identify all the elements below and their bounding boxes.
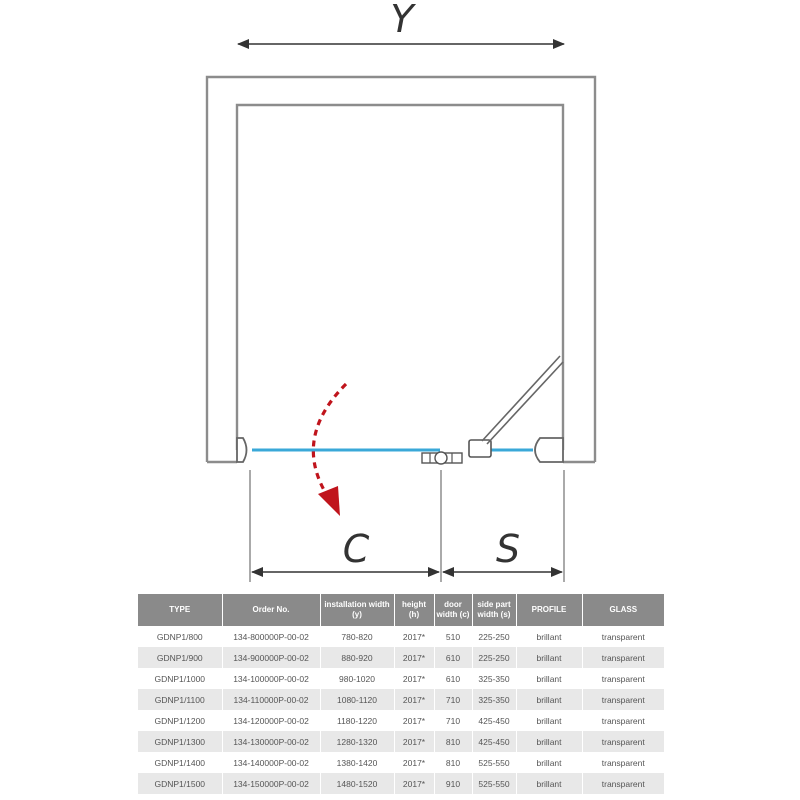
header-side-part-width: side part width (s) — [472, 594, 516, 626]
cell-installation-width: 1280-1320 — [320, 731, 394, 752]
header-profile: PROFILE — [516, 594, 582, 626]
cell-order-no: 134-800000P-00-02 — [222, 626, 320, 647]
table-row — [138, 752, 664, 773]
cell-height: 2017* — [394, 752, 434, 773]
table-row — [138, 647, 664, 668]
cell-type: GDNP1/1400 — [138, 752, 222, 773]
cell-order-no: 134-900000P-00-02 — [222, 647, 320, 668]
cell-profile: brillant — [516, 731, 582, 752]
dimension-s-label: S — [495, 527, 521, 571]
cell-glass: transparent — [582, 731, 664, 752]
cell-order-no: 134-130000P-00-02 — [222, 731, 320, 752]
cell-type: GDNP1/1500 — [138, 773, 222, 794]
cell-order-no: 134-110000P-00-02 — [222, 689, 320, 710]
cell-door-width: 710 — [434, 689, 472, 710]
inner-wall — [237, 105, 563, 450]
cell-type: GDNP1/1100 — [138, 689, 222, 710]
cell-installation-width: 1180-1220 — [320, 710, 394, 731]
cell-profile: brillant — [516, 689, 582, 710]
cell-glass: transparent — [582, 773, 664, 794]
header-height: height (h) — [394, 594, 434, 626]
right-wall-profile — [535, 438, 563, 462]
cell-installation-width: 880-920 — [320, 647, 394, 668]
cell-profile: brillant — [516, 626, 582, 647]
dimension-s — [443, 527, 562, 572]
dimension-c — [252, 527, 439, 572]
cell-type: GDNP1/1300 — [138, 731, 222, 752]
cell-type: GDNP1/1200 — [138, 710, 222, 731]
table-row — [138, 668, 664, 689]
cell-installation-width: 980-1020 — [320, 668, 394, 689]
outer-wall — [207, 77, 595, 462]
cell-installation-width: 1380-1420 — [320, 752, 394, 773]
cell-profile: brillant — [516, 773, 582, 794]
cell-door-width: 910 — [434, 773, 472, 794]
cell-profile: brillant — [516, 710, 582, 731]
header-order-no: Order No. — [222, 594, 320, 626]
header-glass: GLASS — [582, 594, 664, 626]
dimension-y — [238, 0, 564, 44]
cell-side-part-width: 225-250 — [472, 647, 516, 668]
cell-order-no: 134-150000P-00-02 — [222, 773, 320, 794]
cell-type: GDNP1/800 — [138, 626, 222, 647]
cell-side-part-width: 325-350 — [472, 668, 516, 689]
cell-height: 2017* — [394, 731, 434, 752]
cell-height: 2017* — [394, 773, 434, 794]
left-wall-profile — [237, 438, 247, 462]
cell-installation-width: 1080-1120 — [320, 689, 394, 710]
cell-installation-width: 1480-1520 — [320, 773, 394, 794]
cell-profile: brillant — [516, 668, 582, 689]
door-handle-icon — [422, 452, 462, 464]
header-type: TYPE — [138, 594, 222, 626]
cell-side-part-width: 525-550 — [472, 752, 516, 773]
table-row — [138, 773, 664, 794]
cell-height: 2017* — [394, 668, 434, 689]
header-door-width: door width (c) — [434, 594, 472, 626]
cell-side-part-width: 325-350 — [472, 689, 516, 710]
cell-installation-width: 780-820 — [320, 626, 394, 647]
cell-side-part-width: 425-450 — [472, 731, 516, 752]
cell-glass: transparent — [582, 752, 664, 773]
table-row — [138, 689, 664, 710]
cell-side-part-width: 525-550 — [472, 773, 516, 794]
table-row — [138, 626, 664, 647]
cell-order-no: 134-100000P-00-02 — [222, 668, 320, 689]
cell-type: GDNP1/1000 — [138, 668, 222, 689]
cell-door-width: 510 — [434, 626, 472, 647]
cell-height: 2017* — [394, 710, 434, 731]
dimension-c-label: C — [342, 527, 370, 571]
cell-order-no: 134-140000P-00-02 — [222, 752, 320, 773]
cell-glass: transparent — [582, 647, 664, 668]
cell-height: 2017* — [394, 689, 434, 710]
dimension-y-label: Y — [390, 0, 414, 41]
cell-height: 2017* — [394, 647, 434, 668]
cell-door-width: 610 — [434, 647, 472, 668]
header-installation-width: installation width (y) — [320, 594, 394, 626]
cell-door-width: 810 — [434, 731, 472, 752]
table-header-row — [138, 594, 664, 626]
cell-side-part-width: 425-450 — [472, 710, 516, 731]
cell-profile: brillant — [516, 752, 582, 773]
cell-door-width: 610 — [434, 668, 472, 689]
cell-glass: transparent — [582, 668, 664, 689]
cell-side-part-width: 225-250 — [472, 626, 516, 647]
cell-type: GDNP1/900 — [138, 647, 222, 668]
cell-glass: transparent — [582, 710, 664, 731]
cell-door-width: 710 — [434, 710, 472, 731]
cell-height: 2017* — [394, 626, 434, 647]
cell-profile: brillant — [516, 647, 582, 668]
cell-glass: transparent — [582, 626, 664, 647]
specification-table — [138, 594, 664, 794]
table-row — [138, 710, 664, 731]
cell-order-no: 134-120000P-00-02 — [222, 710, 320, 731]
cell-door-width: 810 — [434, 752, 472, 773]
cell-glass: transparent — [582, 689, 664, 710]
table-row — [138, 731, 664, 752]
